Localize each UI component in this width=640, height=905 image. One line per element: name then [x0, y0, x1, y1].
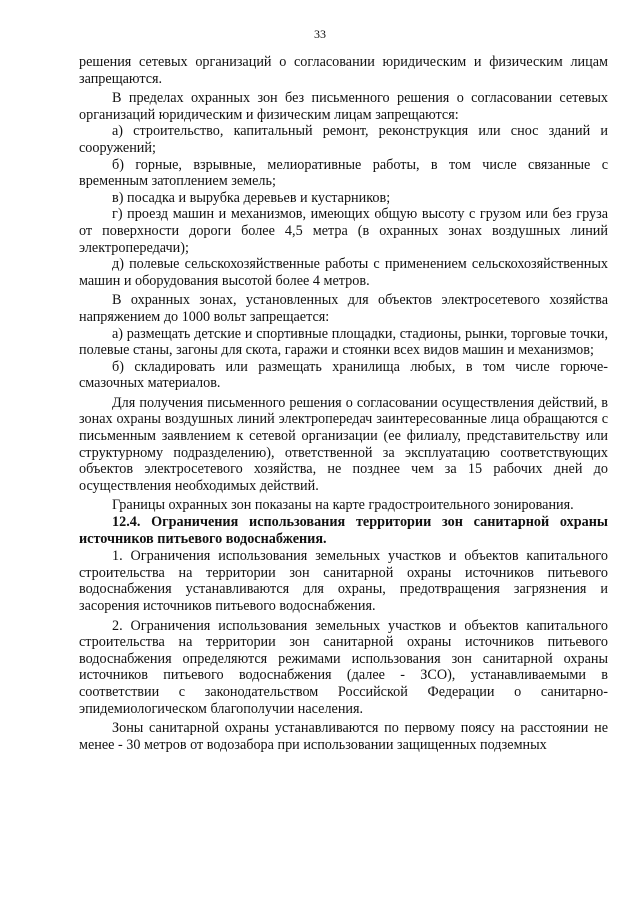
paragraph-restrictions-intro: В пределах охранных зон без письменного решения о согласовании сетевых организаций юридическим и физическим лицам запрещаются: — [79, 90, 608, 123]
paragraph-permission-procedure: Для получения письменного решения о согласовании осуществления действий, в зонах охраны воздушных линий электропередач заинтересованные лица обращаются с письменным заявлением к сетевой организации (ее филиалу, представительству или структурному подразделению), ответственной за эксплуатацию соответствующих объектов электросетевого хозяйства, не позднее чем за 15 рабочих дней до осуществления необходимых действий. — [79, 394, 608, 494]
list-item-a: а) строительство, капитальный ремонт, реконструкция или снос зданий и сооружений; — [79, 123, 608, 156]
section-paragraph-1: 1. Ограничения использования земельных участков и объектов капитального строительства на территории зон санитарной охраны источников питьевого водоснабжения устанавливаются для охраны, предотвращения загрязнения и засорения источников питьевого водоснабжения. — [79, 548, 608, 614]
list-item-b: б) горные, взрывные, мелиоративные работы, в том числе связанные с временным затоплением земель; — [79, 156, 608, 190]
section-heading: 12.4. Ограничения использования территории зон санитарной охраны источников питьевого водоснабжения. — [79, 514, 608, 547]
document-body — [79, 54, 608, 753]
paragraph-boundaries: Границы охранных зон показаны на карте градостроительного зонирования. — [112, 497, 574, 514]
paragraph-low-voltage-intro: В охранных зонах, установленных для объектов электросетевого хозяйства напряжением до 1000 вольт запрещается: — [79, 292, 608, 325]
list-item-v: в) посадка и вырубка деревьев и кустарников; — [112, 189, 391, 206]
page-number: 33 — [314, 27, 326, 41]
list-item-d: д) полевые сельскохозяйственные работы с применением сельскохозяйственных машин и оборудования высотой более 4 метров. — [79, 256, 608, 289]
section-paragraph-2: 2. Ограничения использования земельных участков и объектов капитального строительства на территории зон санитарной охраны источников питьевого водоснабжения определяются режимами использования зон санитарной охраны источников питьевого водоснабжения (далее - ЗСО), устанавливаемыми в соответствии с законодательством Российской Федерации о санитарно-эпидемиологическом благополучии населения. — [79, 617, 608, 717]
section-paragraph-3: Зоны санитарной охраны устанавливаются по первому поясу на расстоянии не менее - 30 метров от водозабора при использовании защищенных подземных — [79, 720, 608, 753]
list-item-b-2: б) складировать или размещать хранилища любых, в том числе горюче-смазочных материалов. — [79, 358, 608, 392]
list-item-a-2: а) размещать детские и спортивные площадки, стадионы, рынки, торговые точки, полевые станы, загоны для скота, гаражи и стоянки всех видов машин и механизмов; — [79, 325, 608, 359]
paragraph-continuation: решения сетевых организаций о согласовании юридическим и физическим лицам запрещаются. — [79, 54, 608, 87]
list-item-g: г) проезд машин и механизмов, имеющих общую высоту с грузом или без груза от поверхности дороги более 4,5 метра (в охранных зонах воздушных линий электропередачи); — [79, 206, 608, 256]
